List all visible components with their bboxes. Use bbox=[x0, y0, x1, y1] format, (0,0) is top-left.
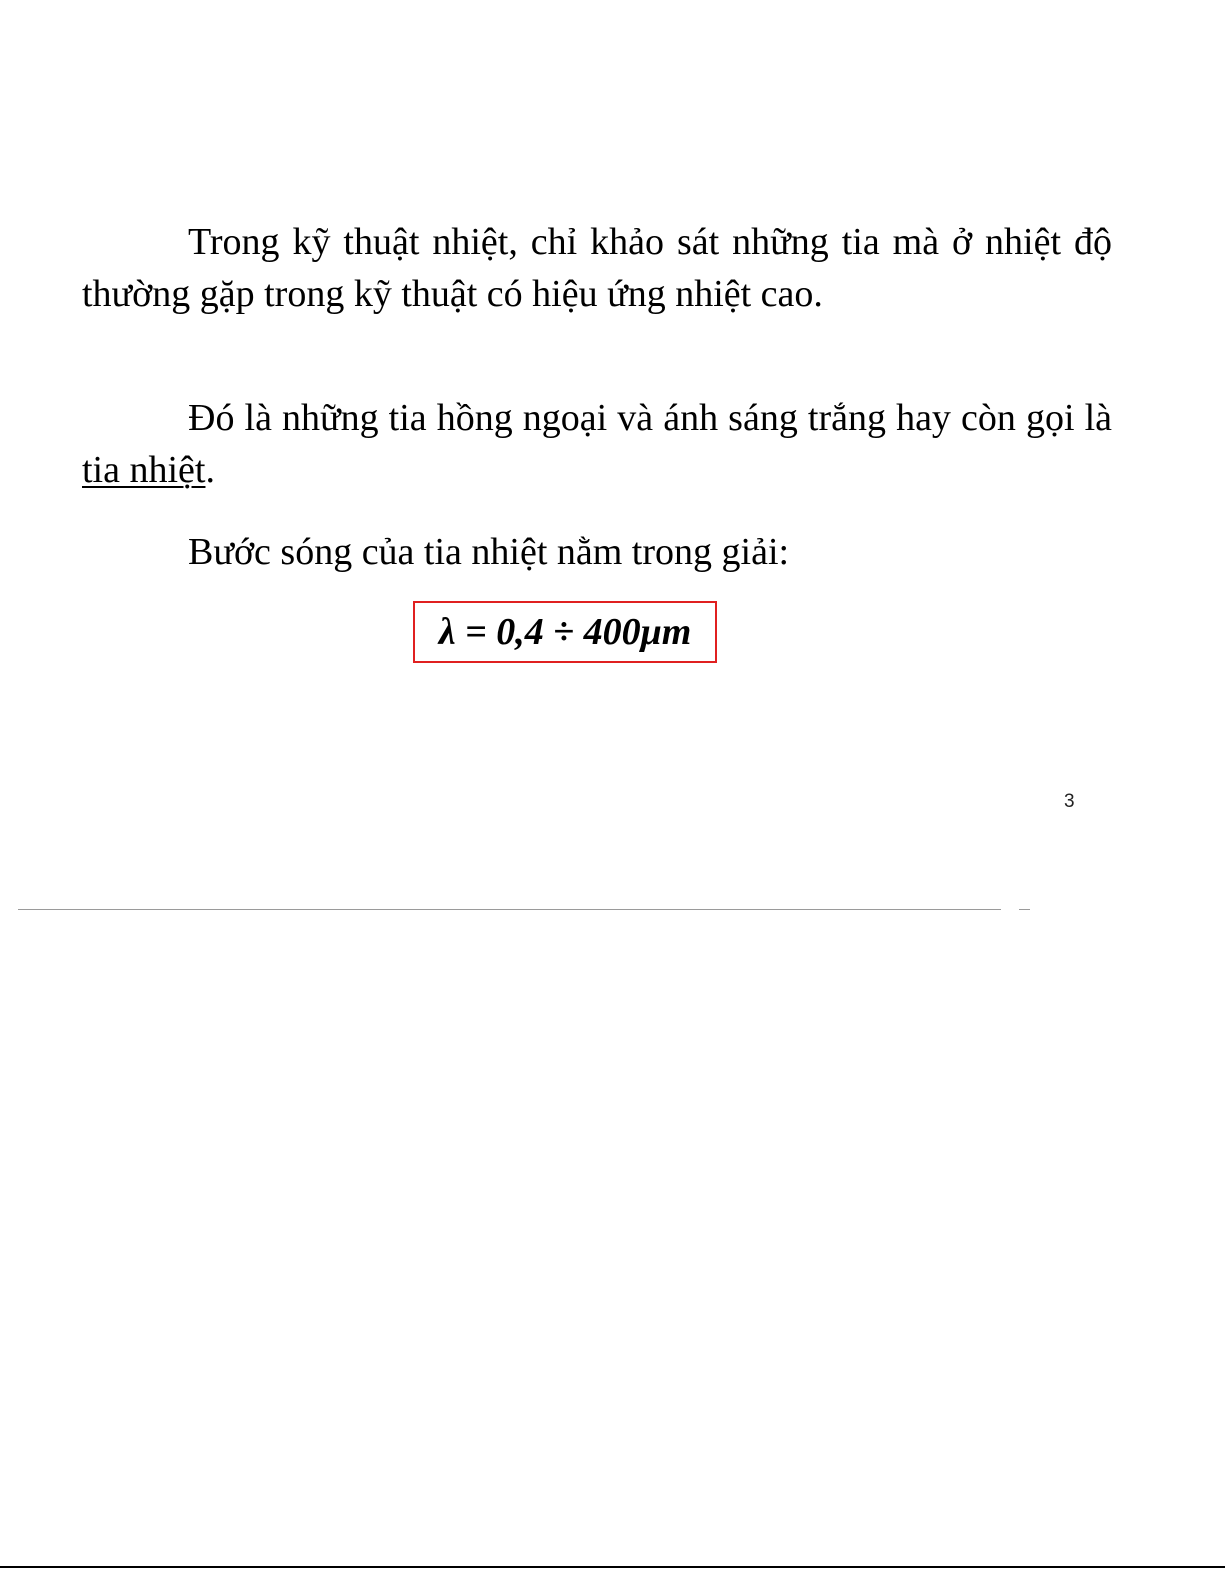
formula-box bbox=[413, 601, 717, 663]
paragraph-wavelength-intro: Bước sóng của tia nhiệt nằm trong giải: bbox=[188, 531, 790, 573]
term-tia-nhiet: tia nhiệt bbox=[82, 449, 206, 491]
paragraph-thermal-engineering: Trong kỹ thuật nhiệt, chỉ khảo sát những tia mà ở nhiệt độ thường gặp trong kỹ thuật có hiệu ứng nhiệt cao. bbox=[82, 221, 1112, 315]
paragraph-infrared-rays bbox=[82, 392, 1112, 496]
page-separator bbox=[18, 909, 1001, 910]
page-number: 3 bbox=[1064, 791, 1075, 812]
paragraph-period: . bbox=[205, 449, 215, 491]
page-separator-tick bbox=[1019, 909, 1030, 910]
bottom-border bbox=[0, 1566, 1225, 1568]
paragraph-text: Đó là những tia hồng ngoại và ánh sáng trắng hay còn gọi là bbox=[188, 397, 1112, 439]
wavelength-formula: λ = 0,4 ÷ 400μm bbox=[438, 611, 692, 653]
